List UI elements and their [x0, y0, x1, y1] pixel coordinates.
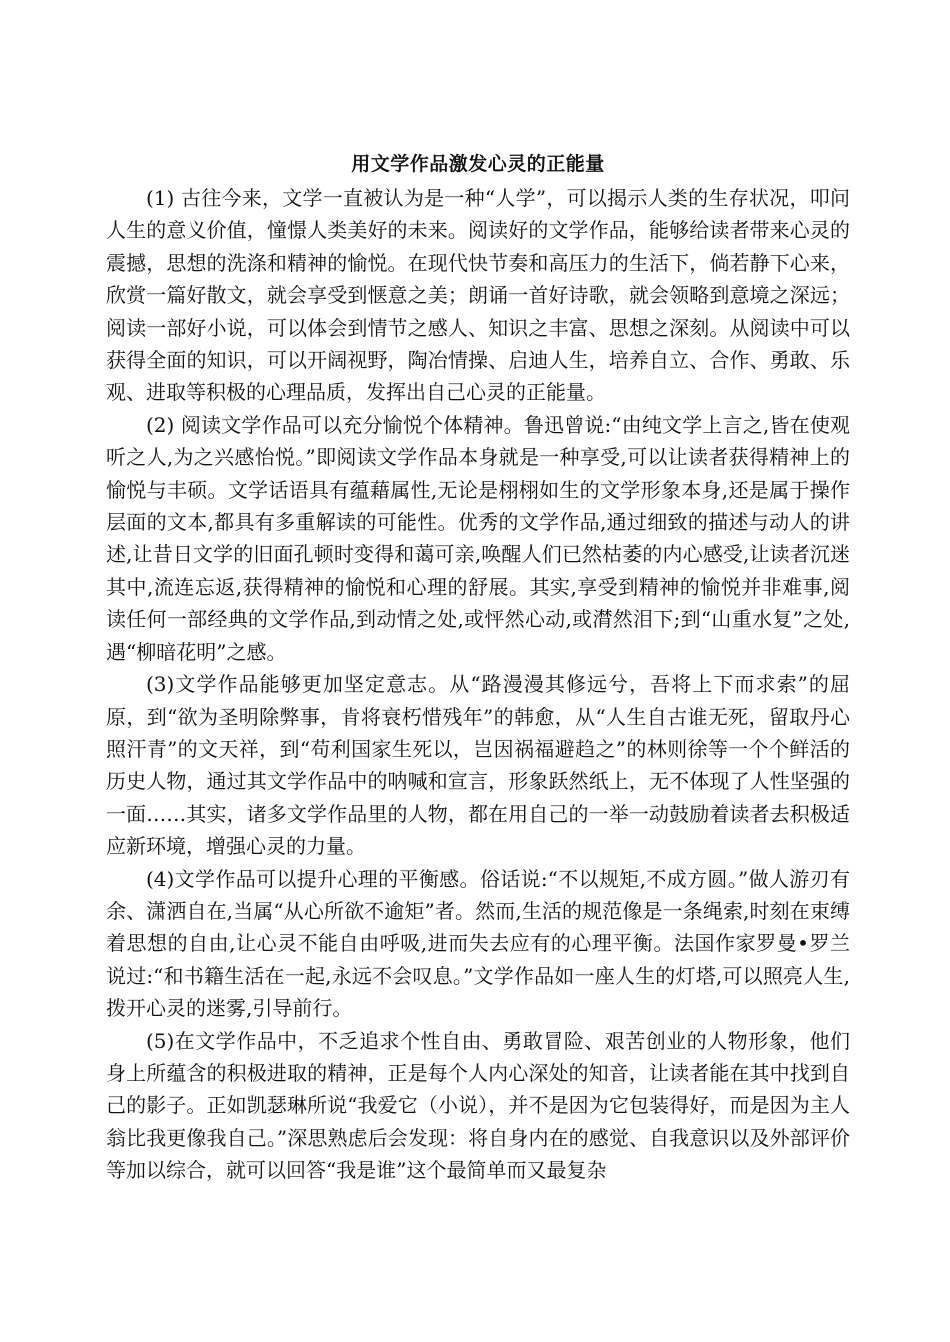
paragraph-3: (3)文学作品能够更加坚定意志。从“路漫漫其修远兮，吾将上下而求索”的屈原，到“欲为圣明除弊事，肯将衰朽惜残年”的韩愈，从“人生自古谁无死，留取丹心照汗青”的文天祥，到“苟利国家生死以，岂因祸福避趋之”的林则徐等一个个鲜活的历史人物，通过其文学作品中的呐喊和宣言，形象跃然纸上，无不体现了人性坚强的一面……其实，诸多文学作品里的人物，都在用自己的一举一动鼓励着读者去积极适应新环境，增强心灵的力量。: [106, 672, 850, 859]
paragraph-4: (4)文学作品可以提升心理的平衡感。俗话说:“不以规矩,不成方圆。”做人游刃有余、潇洒自在,当属“从心所欲不逾矩”者。然而,生活的规范像是一条绳索,时刻在束缚着思想的自由,让心灵不能自由呼吸,进而失去应有的心理平衡。法国作家罗曼•罗兰说过:“和书籍生活在一起,永远不会叹息。”文学作品如一座人生的灯塔,可以照亮人生,拨开心灵的迷雾,引导前行。: [106, 866, 850, 1021]
document-page: [106, 150, 850, 1187]
paragraph-2: (2) 阅读文学作品可以充分愉悦个体精神。鲁迅曾说:“由纯文学上言之,皆在使观听之人,为之兴感怡悦。”即阅读文学作品本身就是一种享受,可以让读者获得精神上的愉悦与丰硕。文学话语具有蕴藉属性,无论是栩栩如生的文学形象本身,还是属于操作层面的文本,都具有多重解读的可能性。优秀的文学作品,通过细致的描述与动人的讲述,让昔日文学的旧面孔顿时变得和蔼可亲,唤醒人们已然枯萎的内心感受,让读者沉迷其中,流连忘返,获得精神的愉悦和心理的舒展。其实,享受到精神的愉悦并非难事,阅读任何一部经典的文学作品,到动情之处,或怦然心动,或潸然泪下;到“山重水复”之处,遇“柳暗花明”之感。: [106, 412, 850, 664]
paragraph-5: (5)在文学作品中，不乏追求个性自由、勇敢冒险、艰苦创业的人物形象，他们身上所蕴含的积极进取的精神，正是每个人内心深处的知音，让读者能在其中找到自己的影子。正如凯瑟琳所说“我爱它（小说），并不是因为它包装得好，而是因为主人翁比我更像我自己。”深思熟虑后会发现：将自身内在的感觉、自我意识以及外部评价等加以综合，就可以回答“我是谁”这个最简单而又最复杂: [106, 1028, 850, 1183]
paragraph-1: (1) 古往今来，文学一直被认为是一种“人学”，可以揭示人类的生存状况，叩问人生的意义价值，憧憬人类美好的未来。阅读好的文学作品，能够给读者带来心灵的震撼，思想的洗涤和精神的愉悦。在现代快节奏和高压力的生活下，倘若静下心来，欣赏一篇好散文，就会享受到惬意之美；朗诵一首好诗歌，就会领略到意境之深远；阅读一部好小说，可以体会到情节之感人、知识之丰富、思想之深刻。从阅读中可以获得全面的知识，可以开阔视野，陶冶情操、启迪人生，培养自立、合作、勇敢、乐观、进取等积极的心理品质，发挥出自己心灵的正能量。: [106, 186, 850, 405]
document-title: 用文学作品激发心灵的正能量: [351, 153, 605, 175]
